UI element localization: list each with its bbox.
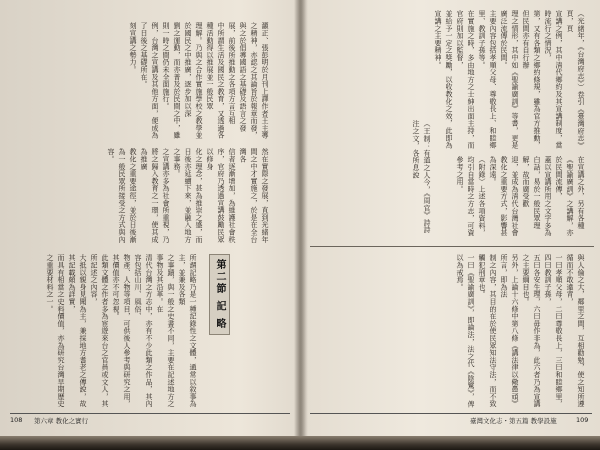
chapter-title: 第六章 教化之實行 — [34, 417, 89, 425]
left-page — [0, 0, 298, 436]
text-line: 例，台灣之宣講及其他方面，便成為了日後之基礎所在。 — [140, 22, 159, 139]
text-line: 主要內容包括孝順父母、尊敬長上、和睦鄉里、教訓子孫等。 — [478, 10, 497, 149]
text-line: 大抵以親身見聞為主，兼採地方耆老之傳說，故其記載頗為詳實， — [68, 254, 87, 408]
section-heading: 第二節 記 略 — [209, 254, 230, 335]
text-line: 理解。乃與之合作實施學校之教學並於國民之中推廣，逐步加以深 — [184, 22, 203, 139]
text-line: 然在實際之發展，直到光緒年間之中才實施之，於是在全台灣各 — [239, 148, 269, 243]
text-line: 第，又有各類之鄉約條規，雖為官方推動，但民間亦有自行辦 — [522, 10, 541, 149]
text-line: 一曰《聖諭廣訓》，即論法，法之代《陰騭》，俾以為戒焉。 — [456, 254, 475, 408]
text-line: 物產、人物等項目，可供後人參考與研究之用，其價值亦不可忽視。 — [112, 254, 131, 408]
text-line: 迎，並成為清代台灣社會教化之重要方式，影響甚為深遠。 — [489, 156, 519, 237]
text-line: 理之情形，其中如《聖諭廣訓》等書，更是廣泛流傳於民間。 — [500, 10, 519, 149]
left-mid-text-block — [20, 148, 270, 246]
page-edge-shadow — [0, 436, 600, 450]
right-mid-text-block — [346, 156, 586, 240]
text-line: 之事蹟，與一般之史書不同，主要在記述地方之事物及其沿革。在 — [156, 254, 175, 408]
text-line: 刻宣講之勢力。 — [129, 22, 137, 74]
text-line: 之宣講亦多為社會所重視，乃將之歸入教育之一環，使其成為推廣 — [140, 148, 170, 243]
text-line: 與之於倡導國語之基礎及語言之發展，前後所推動之各項方言互相 — [228, 22, 247, 132]
text-line: 並給予一定之獎勵，以收教化之效，此即為宣講之主要精神。 — [434, 10, 453, 149]
text-line: 宣講之例，其中清代鄉約及其宣講制度，當時流行之情況， — [544, 10, 563, 149]
text-line: 制之內容，其目的在於使民眾知法守法，而不致觸犯刑章也。 — [478, 254, 497, 408]
text-line: 蓋以宣講所用之文字多為白話，易於一般民眾理解，故而廣受歡 — [522, 156, 552, 237]
citation-line: （王制：有道之人今，《周官》詩詩注之文，各所息說 — [412, 120, 431, 234]
right-bottom-text-block — [316, 254, 586, 412]
text-line: 化之理念，甚為推崇之盛，而日後亦延續下來，並融入地方之事務。 — [173, 148, 203, 243]
text-line: （附錄）上述各項資料，均引自當時之方志，可資參考之用。 — [456, 156, 486, 237]
right-top-text-block — [346, 10, 586, 150]
left-top-text-block — [120, 22, 270, 140]
left-bottom-text-block — [48, 254, 198, 412]
footer-rule — [310, 413, 592, 414]
text-line: 五曰各安生理，六曰毋作非為，此六者乃為宣講之主要綱目也。 — [522, 254, 541, 408]
right-page — [302, 0, 600, 436]
text-line: 一曰孝順父母，二曰尊敬長上，三曰和睦鄉里，四曰教訓子孫， — [544, 254, 563, 408]
text-line: 所謂記略乃是一種記錄性之文體，通常以敘事為主，並兼及各類 — [178, 254, 197, 408]
book-title: 臺灣文化志・第五篇 教學設施 — [470, 417, 557, 425]
text-line: 清代台灣之方志中，亦有不少此類之作品，其內容包括山川、風俗、 — [134, 254, 153, 408]
page-number: 109 — [576, 416, 589, 424]
text-line: 與人倫之大，鄰里之間，互相勸勉，使之知所遵循而不敢違背， — [566, 254, 585, 408]
text-line: 劉之運動，而亦普及於民間之中，雖則一時之間仍未全面施行。 — [162, 22, 181, 139]
section-divider — [310, 246, 594, 247]
text-line: 在宣講之外，另有各種《聖諭廣訓》之講解，亦於民間流傳， — [555, 156, 585, 237]
text-line: 信者逐漸增加，為維護社會秩序，官府乃透過宣講鼓勵民眾以修身 — [206, 148, 236, 243]
text-line: 另外，上論十六條中第八條《講法律以儆愚頑》所言，即為法 — [500, 254, 519, 408]
text-line: 教化之重要途徑，並於日後漸為一般民眾所接受之方式與內容。 — [107, 148, 137, 243]
text-line: 中所謂生活及國民之教育，又透過各種活動得以推展並一般民眾 — [206, 22, 225, 139]
footer-rule — [10, 413, 290, 414]
text-line: （光緒年，《台灣府志》）卷引《臺灣府志》頁，頁 — [566, 10, 585, 149]
text-line: 此類文體之作者多為宦遊來台之官員或文人，其所記述之內容， — [90, 254, 109, 408]
text-line: 灝正、張彭明於月刊上譯作者王主導之精神，亦認之其論旨於報章而發， — [250, 22, 269, 139]
text-line: 在實施之時，多由地方之士紳出面主持，而官府則加以監督， — [456, 10, 475, 149]
text-line: 而具有相當之史料價值，亦為研究台灣早期歷史之重要材料之一。 — [46, 254, 65, 408]
page-number: 108 — [10, 416, 23, 424]
